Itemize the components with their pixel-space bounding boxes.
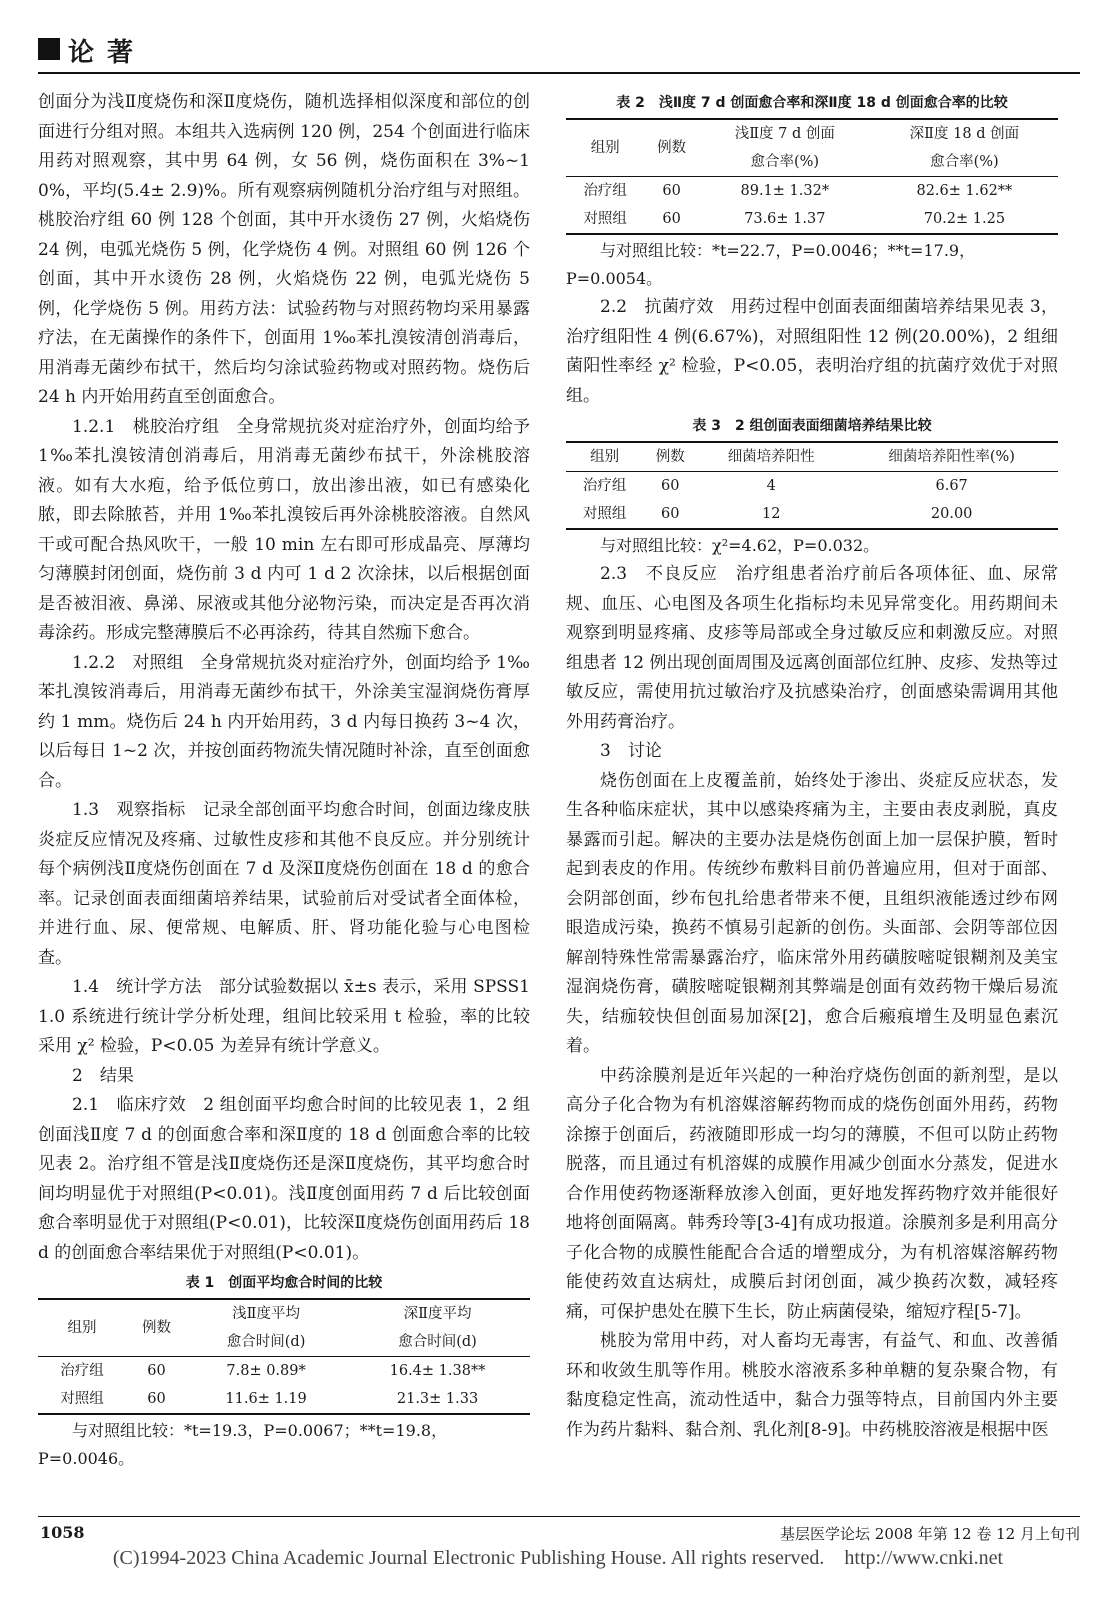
table-cell: 60	[661, 506, 680, 522]
table-cell: 治疗组	[582, 478, 627, 494]
table2-note: 与对照组比较：*t=22.7，P=0.0046；**t=17.9，P=0.0054。	[566, 241, 976, 288]
table-cell: 60	[147, 1391, 166, 1407]
copyright-watermark: (C)1994-2023 China Academic Journal Electronic Publishing House. All rights reserved. http://www.cnki.net	[112, 1547, 1004, 1569]
table-row	[38, 1357, 530, 1386]
paragraph-discussion-2: 中药涂膜剂是近年兴起的一种治疗烧伤创面的新剂型，是以高分子化合物为有机溶媒溶解药物而成的烧伤创面外用药，药物涂擦于创面后，药液随即形成一均匀的薄膜，不但可以防止药物脱落，而且通过有机溶媒的成膜作用减少创面水分蒸发，促进水合作用使药物逐渐释放渗入创面，更好地发挥药物疗效并能很好地将创面隔离。韩秀玲等[3-4]有成功报道。涂膜剂多是利用高分子化合物的成膜性能配合合适的增塑成分，为有机溶媒溶解药物能使药效直达病灶，成膜后封闭创面，减少换药次数，减轻疼痛，可保护患处在膜下生长，防止病菌侵染，缩短疗程[5-7]。	[566, 1065, 1058, 1322]
table-cell: 73.6± 1.37	[744, 211, 826, 227]
table-row	[566, 205, 1058, 234]
right-column	[566, 92, 1058, 1445]
table2-header-superficial-bottom: 愈合率(%)	[750, 154, 820, 170]
paragraph-treatment-group: 1.2.1 桃胶治疗组 全身常规抗炎对症治疗外，创面均给予 1‰苯扎溴铵清创消毒后，用消毒无菌纱布拭干，外涂桃胶溶液。如有大水疱，给予低位剪口，放出渗出液，如已有感染化脓，即去除脓苔，并用 1‰苯扎溴铵后再外涂桃胶溶液。自然风干或可配合热风吹干，一般 10 min 左右即可形成晶亮、厚薄均匀薄膜封闭创面，烧伤前 3 d 内可 1 d 2 次涂抹，以后根据创面是否被泪液、鼻涕、尿液或其他分泌物污染，而决定是否再次消毒涂药。形成完整薄膜后不必再涂药，待其自然痂下愈合。	[38, 416, 530, 643]
table1-note: 与对照组比较：*t=19.3，P=0.0067；**t=19.8，P=0.0046。	[38, 1421, 448, 1468]
table3-caption: 表 3 2 组创面表面细菌培养结果比较	[692, 418, 932, 434]
table-cell: 16.4± 1.38**	[389, 1363, 486, 1379]
paragraph-antibacterial: 2.2 抗菌疗效 用药过程中创面表面细菌培养结果见表 3，治疗组阳性 4 例(6.67%)，对照组阳性 12 例(20.00%)，2 组细菌阳性率经 χ² 检验，P<0.05，表明治疗组的抗菌疗效优于对照组。	[566, 297, 1058, 406]
table-cell: 60	[147, 1363, 166, 1379]
table-row	[566, 177, 1058, 206]
table-row	[38, 1385, 530, 1414]
table2-caption: 表 2 浅Ⅱ度 7 d 创面愈合率和深Ⅱ度 18 d 创面愈合率的比较	[616, 95, 1008, 111]
table-cell: 11.6± 1.19	[225, 1391, 307, 1407]
table-cell: 6.67	[935, 478, 968, 494]
table-row	[566, 500, 1058, 529]
table-cell: 20.00	[930, 506, 973, 522]
table-cell: 治疗组	[583, 183, 627, 199]
table1-header-superficial-bottom: 愈合时间(d)	[226, 1334, 306, 1350]
table3-note: 与对照组比较：χ²=4.62，P=0.032。	[600, 536, 880, 555]
table2-header-deep-bottom: 愈合率(%)	[930, 154, 999, 170]
table-cell: 21.3± 1.33	[396, 1391, 479, 1407]
table2-healing-rate	[566, 118, 1058, 235]
section-title: 论 著	[68, 38, 136, 68]
table1-header-group: 组别	[67, 1320, 97, 1336]
paragraph-statistics: 1.4 统计学方法 部分试验数据以 x̄±s 表示，采用 SPSS11.0 系统进行统计学分析处理，组间比较采用 t 检验，率的比较采用 χ² 检验，P<0.05 为差异有统计学意义。	[38, 977, 530, 1056]
paragraph-clinical-efficacy: 2.1 临床疗效 2 组创面平均愈合时间的比较见表 1，2 组创面浅Ⅱ度 7 d 的创面愈合率和深Ⅱ度的 18 d 创面愈合率的比较见表 2。治疗组不管是浅Ⅱ度烧伤还是深Ⅱ度烧伤，其平均愈合时间均明显优于对照组(P<0.01)。浅Ⅱ度创面用药 7 d 后比较创面愈合率明显优于对照组(P<0.01)，比较深Ⅱ度烧伤创面用药后 18 d 的创面愈合率结果优于对照组(P<0.01)。	[38, 1095, 530, 1263]
table1-caption: 表 1 创面平均愈合时间的比较	[185, 1275, 383, 1291]
paragraph-control-group: 1.2.2 对照组 全身常规抗炎对症治疗外，创面均给予 1‰苯扎溴铵消毒后，用消毒无菌纱布拭干，外涂美宝湿润烧伤膏厚约 1 mm。烧伤后 24 h 内开始用药，3 d 内每日换药 3~4 次，以后每日 1~2 次，并按创面药物流失情况随时补涂，直至创面愈合。	[38, 652, 530, 791]
table-cell: 60	[662, 211, 681, 227]
table3-header-count: 例数	[655, 449, 685, 465]
journal-info: 基层医学论坛 2008 年第 12 卷 12 月上旬刊	[780, 1525, 1080, 1543]
paragraph-adverse-reactions: 2.3 不良反应 治疗组患者治疗前后各项体征、血、尿常规、血压、心电图及各项生化指标均未见异常变化。用药期间未观察到明显疼痛、皮疹等局部或全身过敏反应和刺激反应。对照组患者 12 例出现创面周围及远离创面部位红肿、皮疹、发热等过敏反应，需使用抗过敏治疗及抗感染治疗，创面感染需调用其他外用药膏治疗。	[566, 564, 1058, 732]
table1-healing-time	[38, 1298, 530, 1415]
table-cell: 7.8± 0.89*	[226, 1363, 306, 1379]
table-cell: 4	[766, 478, 776, 494]
table2-header-group: 组别	[590, 140, 620, 156]
table1-header-count: 例数	[142, 1320, 171, 1336]
table1-header-deep-top: 深Ⅱ度平均	[403, 1306, 472, 1322]
table-row	[566, 472, 1058, 501]
table-cell: 对照组	[60, 1391, 104, 1407]
table-cell: 70.2± 1.25	[923, 211, 1006, 227]
table-cell: 治疗组	[60, 1363, 104, 1379]
section-heading-discussion: 3 讨论	[600, 741, 662, 761]
table3-header-group: 组别	[590, 449, 620, 465]
table3-header-positive-rate: 细菌培养阳性率(%)	[888, 449, 1015, 465]
paragraph-discussion-1: 烧伤创面在上皮覆盖前，始终处于渗出、炎症反应状态，发生各种临床症状，其中以感染疼痛为主，主要由表皮剥脱，真皮暴露而引起。解决的主要办法是烧伤创面上加一层保护膜，暂时起到表皮的作用。传统纱布敷料目前仍普遍应用，但对于面部、会阴部创面，纱布包扎给患者带来不便，且组织液能透过纱布网眼造成污染，换药不慎易引起新的创伤。头面部、会阴等部位因解剖特殊性常需暴露治疗，临床常外用药磺胺嘧啶银糊剂及美宝湿润烧伤膏，磺胺嘧啶银糊剂其弊端是创面有效药物干燥后易流失，结痂较快但创面易加深[2]，愈合后瘢痕增生及明显色素沉着。	[566, 770, 1058, 1056]
table2-header-superficial-top: 浅Ⅱ度 7 d 创面	[734, 126, 835, 142]
table-cell: 82.6± 1.62**	[916, 183, 1013, 199]
section-marker-square	[38, 38, 60, 60]
table-cell: 对照组	[583, 211, 627, 227]
table1-header-deep-bottom: 愈合时间(d)	[398, 1334, 477, 1350]
table-cell: 12	[761, 506, 781, 522]
paragraph-observation-index: 1.3 观察指标 记录全部创面平均愈合时间，创面边缘皮肤炎症反应情况及疼痛、过敏性皮疹和其他不良反应。并分别统计每个病例浅Ⅱ度烧伤创面在 7 d 及深Ⅱ度烧伤创面在 18 d 的愈合率。记录创面表面细菌培养结果，试验前后对受试者全面体检，并进行血、尿、便常规、电解质、肝、肾功能化验与心电图检查。	[38, 800, 530, 968]
table1-header-superficial-top: 浅Ⅱ度平均	[232, 1306, 300, 1322]
table-cell: 89.1± 1.32*	[740, 183, 830, 199]
table-cell: 对照组	[582, 506, 627, 522]
table-cell: 60	[661, 478, 680, 494]
table2-header-count: 例数	[657, 140, 687, 156]
page-number: 1058	[40, 1523, 85, 1542]
table2-header-deep-top: 深Ⅱ度 18 d 创面	[909, 126, 1020, 142]
table-cell: 60	[662, 183, 681, 199]
table3-header-positive: 细菌培养阳性	[727, 449, 815, 465]
table3-bacterial-culture	[566, 441, 1058, 530]
paragraph-materials: 创面分为浅Ⅱ度烧伤和深Ⅱ度烧伤，随机选择相似深度和部位的创面进行分组对照。本组共入选病例 120 例，254 个创面进行临床用药对照观察，其中男 64 例，女 56 例，烧伤面积在 3%~10%，平均(5.4± 2.9)%。所有观察病例随机分治疗组与对照组。桃胶治疗组 60 例 128 个创面，其中开水烫伤 27 例，火焰烧伤 24 例，电弧光烧伤 5 例，化学烧伤 4 例。对照组 60 例 126 个创面，其中开水烫伤 28 例，火焰烧伤 22 例，电弧光烧伤 5 例，化学烧伤 5 例。用药方法：试验药物与对照药物均采用暴露疗法，在无菌操作的条件下，创面用 1‰苯扎溴铵清创消毒后，用消毒无菌纱布拭干，然后均匀涂试验药物或对照药物。烧伤后 24 h 内开始用药直至创面愈合。	[38, 92, 530, 407]
paragraph-discussion-3: 桃胶为常用中药，对人畜均无毒害，有益气、和血、改善循环和收敛生肌等作用。桃胶水溶液系多种单糖的复杂聚合物，有黏度稳定性高，流动性适中，黏合力强等特点，目前国内外主要作为药片黏料、黏合剂、乳化剂[8-9]。中药桃胶溶液是根据中医	[566, 1331, 1058, 1440]
section-heading-results: 2 结果	[72, 1065, 134, 1086]
header-rule	[38, 72, 1080, 74]
page-header	[38, 30, 1080, 66]
left-column	[38, 88, 530, 1473]
